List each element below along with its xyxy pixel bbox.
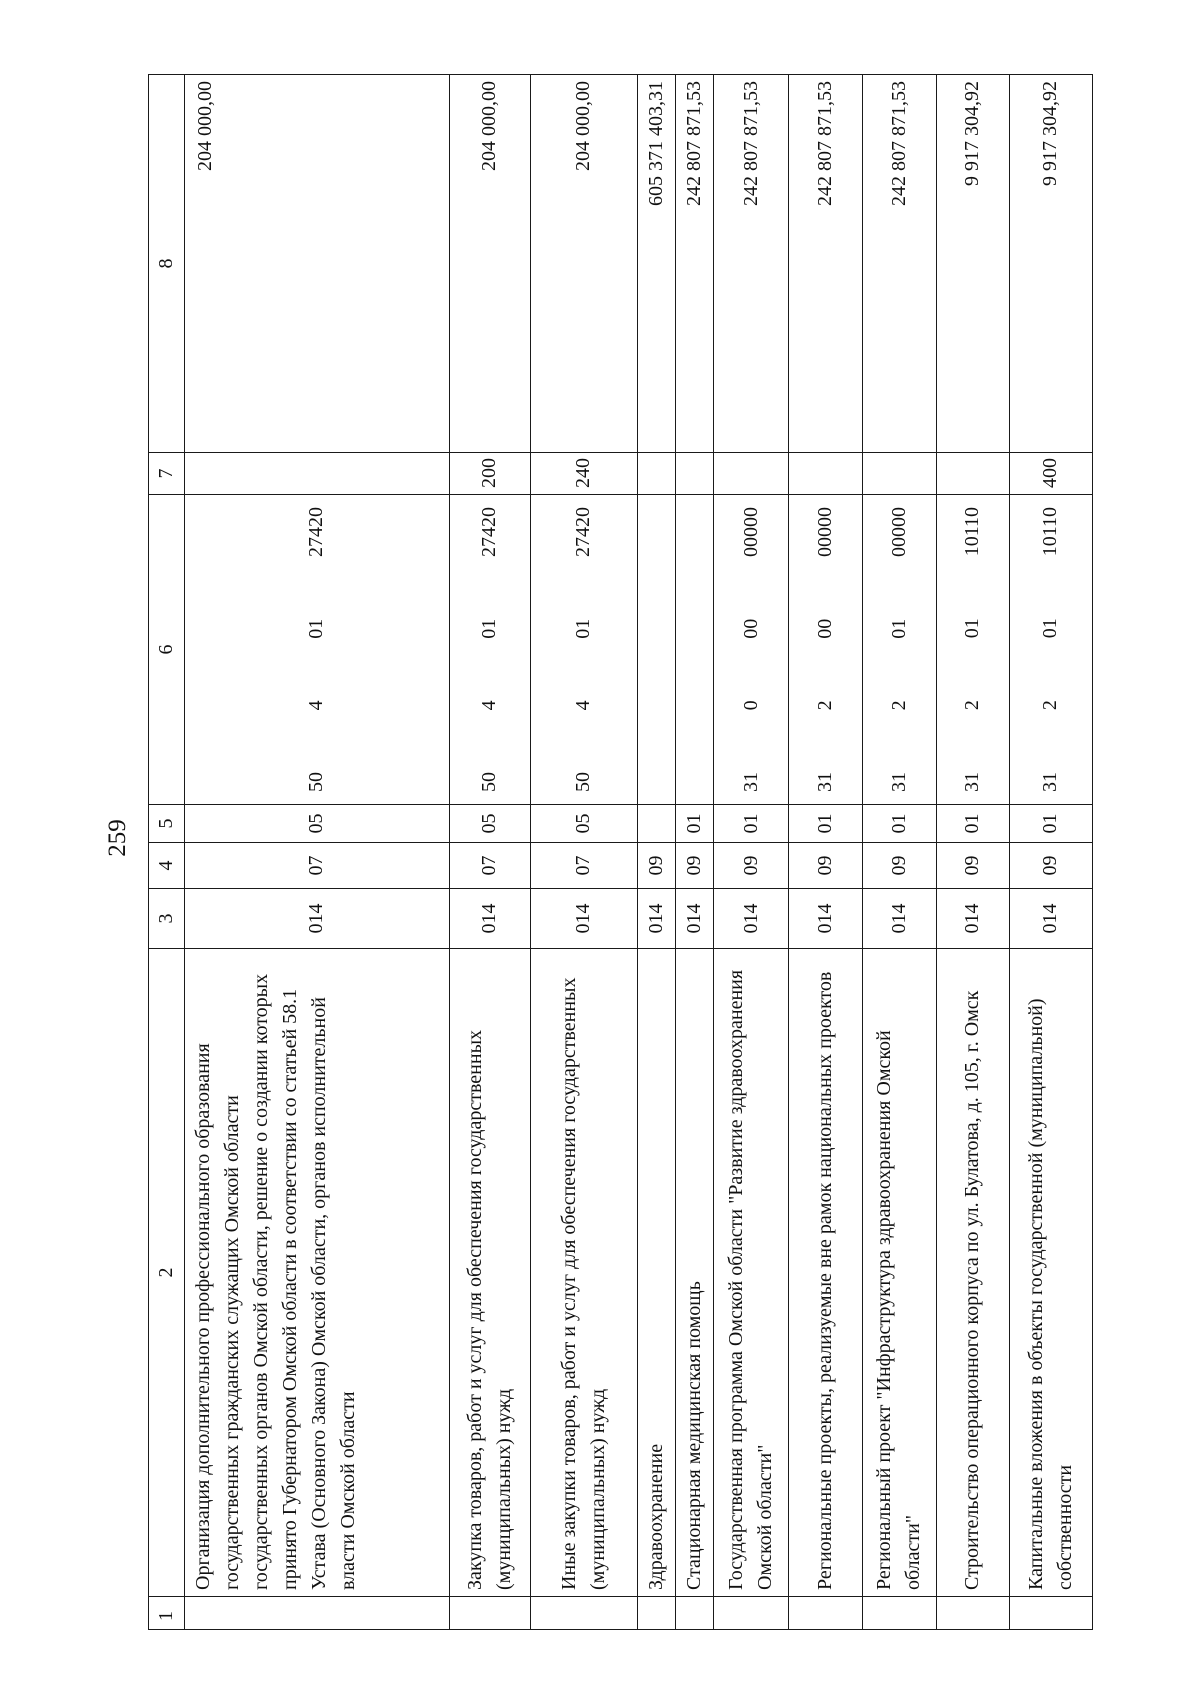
- target-part: 50: [305, 772, 328, 792]
- expense-type-cell: 240: [530, 453, 637, 495]
- target-article-cell: [863, 495, 936, 805]
- expense-type-cell: [637, 453, 675, 495]
- admin-code-cell: 014: [530, 889, 637, 949]
- expense-type-cell: [788, 453, 862, 495]
- column-header: 3: [149, 889, 185, 949]
- subsection-code-cell: 05: [185, 805, 450, 843]
- expense-type-cell: [863, 453, 936, 495]
- row-name-cell: Организация дополнительного профессионального образования государственных гражданских служащих Омской области государственных органов Омской области, решение о создании которых принято Губернатором Омской области в соответствии со статьей 58.1 Устава (Основного Закона) Омской области, органов исполнительной власти Омской области: [185, 949, 450, 1597]
- expense-type-cell: [714, 453, 788, 495]
- section-code-cell: 09: [936, 843, 1009, 889]
- column-header: 1: [149, 1597, 185, 1630]
- section-code-cell: 09: [1009, 843, 1092, 889]
- section-code-cell: 07: [530, 843, 637, 889]
- subsection-code-cell: 01: [788, 805, 862, 843]
- admin-code-cell: 014: [1009, 889, 1092, 949]
- amount-cell: 204 000,00: [185, 75, 450, 453]
- row-name-cell: Капитальные вложения в объекты государственной (муниципальной) собственности: [1009, 949, 1092, 1597]
- target-part: 31: [1039, 772, 1062, 792]
- target-part: 01: [305, 618, 328, 639]
- target-part: 4: [305, 700, 328, 711]
- amount-cell: 242 807 871,53: [863, 75, 936, 453]
- target-part: 01: [572, 618, 595, 639]
- subsection-code-cell: 01: [936, 805, 1009, 843]
- target-part: 01: [478, 618, 501, 639]
- target-article-cell: [936, 495, 1009, 805]
- row-index-cell: [863, 1597, 936, 1630]
- target-part: 01: [887, 618, 910, 639]
- column-header: 4: [149, 843, 185, 889]
- table-row: [185, 75, 450, 1630]
- table-row: [637, 75, 675, 1630]
- column-header: 5: [149, 805, 185, 843]
- table-row: [788, 75, 862, 1630]
- table-row: [449, 75, 530, 1630]
- amount-cell: 9 917 304,92: [1009, 75, 1092, 453]
- target-part: 27420: [305, 507, 328, 558]
- row-index-cell: [676, 1597, 714, 1630]
- subsection-code-cell: [637, 805, 675, 843]
- admin-code-cell: 014: [637, 889, 675, 949]
- amount-cell: 605 371 403,31: [637, 75, 675, 453]
- target-part: 00000: [887, 507, 910, 558]
- admin-code-cell: 014: [449, 889, 530, 949]
- table-row: [676, 75, 714, 1630]
- row-name-cell: Региональный проект "Инфраструктура здравоохранения Омской области": [863, 949, 936, 1597]
- row-name-cell: Строительство операционного корпуса по ул. Булатова, д. 105, г. Омск: [936, 949, 1009, 1597]
- admin-code-cell: 014: [185, 889, 450, 949]
- admin-code-cell: 014: [676, 889, 714, 949]
- table-header-row: [149, 75, 185, 1630]
- target-part: 4: [478, 700, 501, 711]
- row-name-cell: Государственная программа Омской области "Развитие здравоохранения Омской области": [714, 949, 788, 1597]
- subsection-code-cell: 01: [1009, 805, 1092, 843]
- column-header: 6: [149, 495, 185, 805]
- table-row: [530, 75, 637, 1630]
- amount-cell: 204 000,00: [449, 75, 530, 453]
- row-index-cell: [185, 1597, 450, 1630]
- row-name-cell: Стационарная медицинская помощь: [676, 949, 714, 1597]
- target-part: 4: [572, 700, 595, 711]
- target-part: 10110: [961, 507, 984, 557]
- subsection-code-cell: 05: [449, 805, 530, 843]
- target-article-cell: [449, 495, 530, 805]
- amount-cell: 242 807 871,53: [788, 75, 862, 453]
- target-article-cell: [637, 495, 675, 805]
- row-index-cell: [530, 1597, 637, 1630]
- row-index-cell: [788, 1597, 862, 1630]
- row-index-cell: [449, 1597, 530, 1630]
- admin-code-cell: 014: [863, 889, 936, 949]
- target-part: 00: [739, 618, 762, 639]
- page-number: 259: [104, 819, 131, 857]
- subsection-code-cell: 01: [863, 805, 936, 843]
- admin-code-cell: 014: [714, 889, 788, 949]
- row-index-cell: [714, 1597, 788, 1630]
- subsection-code-cell: 05: [530, 805, 637, 843]
- section-code-cell: 09: [637, 843, 675, 889]
- budget-table: [148, 74, 1093, 1630]
- target-part: 31: [887, 772, 910, 792]
- table-row: [936, 75, 1009, 1630]
- target-part: 27420: [572, 507, 595, 558]
- target-part: 01: [961, 618, 984, 639]
- expense-type-cell: [185, 453, 450, 495]
- target-part: 2: [814, 700, 837, 711]
- admin-code-cell: 014: [936, 889, 1009, 949]
- target-part: 31: [739, 772, 762, 792]
- amount-cell: 9 917 304,92: [936, 75, 1009, 453]
- amount-cell: 242 807 871,53: [676, 75, 714, 453]
- section-code-cell: 09: [714, 843, 788, 889]
- row-name-cell: Региональные проекты, реализуемые вне рамок национальных проектов: [788, 949, 862, 1597]
- subsection-code-cell: 01: [714, 805, 788, 843]
- row-name-cell: Иные закупки товаров, работ и услуг для обеспечения государственных (муниципальных) нужд: [530, 949, 637, 1597]
- section-code-cell: 09: [863, 843, 936, 889]
- target-part: 00000: [739, 507, 762, 558]
- target-part: 2: [887, 700, 910, 711]
- column-header: 8: [149, 75, 185, 453]
- target-article-cell: [185, 495, 450, 805]
- row-index-cell: [936, 1597, 1009, 1630]
- expense-type-cell: 400: [1009, 453, 1092, 495]
- target-part: 00: [814, 618, 837, 639]
- expense-type-cell: [936, 453, 1009, 495]
- expense-type-cell: 200: [449, 453, 530, 495]
- target-article-cell: [1009, 495, 1092, 805]
- budget-table-container: [148, 75, 1093, 1630]
- target-part: 50: [478, 772, 501, 792]
- target-part: 00000: [814, 507, 837, 558]
- table-row: [714, 75, 788, 1630]
- section-code-cell: 09: [676, 843, 714, 889]
- target-part: 27420: [478, 507, 501, 558]
- row-index-cell: [1009, 1597, 1092, 1630]
- target-part: 10110: [1039, 507, 1062, 557]
- target-article-cell: [676, 495, 714, 805]
- target-part: 0: [739, 700, 762, 711]
- admin-code-cell: 014: [788, 889, 862, 949]
- target-part: 2: [961, 700, 984, 711]
- target-part: 50: [572, 772, 595, 792]
- expense-type-cell: [676, 453, 714, 495]
- target-article-cell: [788, 495, 862, 805]
- column-header: 2: [149, 949, 185, 1597]
- amount-cell: 204 000,00: [530, 75, 637, 453]
- target-article-cell: [530, 495, 637, 805]
- table-row: [1009, 75, 1092, 1630]
- target-part: 31: [814, 772, 837, 792]
- row-index-cell: [637, 1597, 675, 1630]
- target-part: 01: [1039, 618, 1062, 639]
- section-code-cell: 07: [185, 843, 450, 889]
- column-header: 7: [149, 453, 185, 495]
- target-part: 31: [961, 772, 984, 792]
- amount-cell: 242 807 871,53: [714, 75, 788, 453]
- subsection-code-cell: 01: [676, 805, 714, 843]
- section-code-cell: 07: [449, 843, 530, 889]
- row-name-cell: Здравоохранение: [637, 949, 675, 1597]
- target-part: 2: [1039, 700, 1062, 711]
- target-article-cell: [714, 495, 788, 805]
- section-code-cell: 09: [788, 843, 862, 889]
- table-row: [863, 75, 936, 1630]
- row-name-cell: Закупка товаров, работ и услуг для обеспечения государственных (муниципальных) нужд: [449, 949, 530, 1597]
